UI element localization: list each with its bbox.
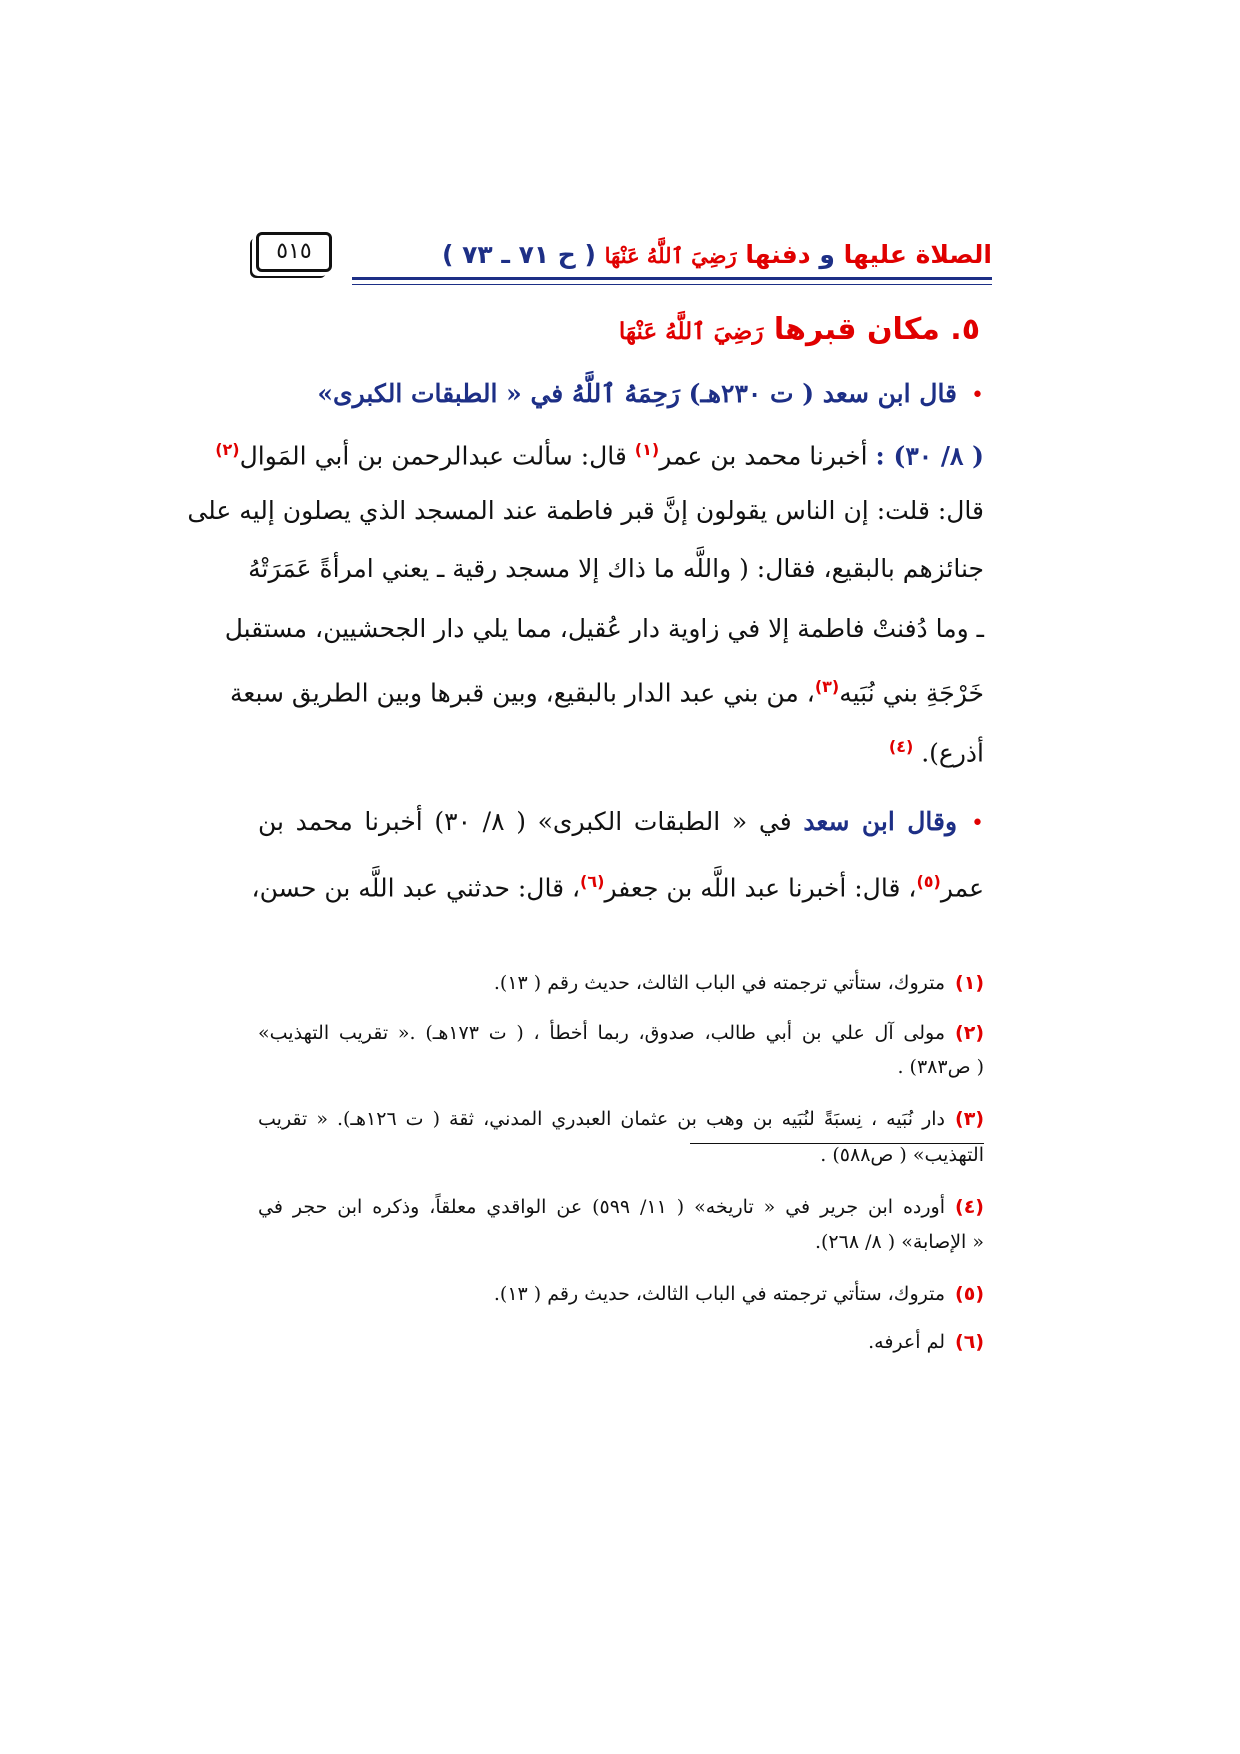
para1-line6-a: خَرْجَةِ بني نُبَيه (839, 678, 984, 708)
para1-line2 (215, 430, 984, 476)
para1-line4: جنائزهم بالبقيع، فقال: ( واللَّه ما ذاك إلا مسجد رقية ـ يعني امرأةً عَمَرَتْهُ (248, 554, 984, 583)
para1-line7-a: أذرع). (913, 738, 984, 768)
footnote-number: (٣) (955, 1108, 984, 1130)
running-head-part2: و (819, 240, 835, 269)
footnote-number: (١) (955, 972, 984, 994)
footnote-text: دار نُبَيه ، نِسبَةً لنُبَيه بن وهب بن عثمان العبدري المدني، ثقة ( ت ١٢٦هـ). « تقريب (258, 1108, 946, 1130)
running-head-honorific: رَضِيَ ٱللَّهُ عَنْهَا (604, 243, 737, 268)
footnote-ref-2[interactable]: (٢) (215, 440, 240, 459)
para2-speaker: وقال ابن سعد (803, 807, 958, 836)
para2-line2-a: عمر (940, 873, 984, 903)
para2-line1-text: في « الطبقات الكبرى» ( ٨/ ٣٠) أخبرنا محمد بن (258, 807, 804, 836)
footnote-text: لم أعرفه. (868, 1331, 946, 1353)
footnote-1 (258, 968, 984, 998)
header-rule-thin (352, 284, 992, 285)
footnote-number: (٢) (955, 1022, 984, 1044)
footnote-ref-4[interactable]: (٤) (888, 737, 914, 756)
footnote-text: مولى آل علي بن أبي طالب، صدوق، ربما أخطأ ، ( ت ١٧٣هـ) .« تقريب التهذيب» (258, 1022, 946, 1044)
footnote-ref-5[interactable]: (٥) (916, 872, 941, 891)
footnote-number: (٥) (955, 1283, 984, 1305)
para1-line2-a: أخبرنا محمد بن عمر (659, 441, 876, 471)
footnote-4 (258, 1192, 984, 1222)
footnote-text: متروك، ستأتي ترجمته في الباب الثالث، حديث رقم ( ١٣). (493, 972, 946, 994)
para1-ref: ( ٨/ ٣٠) : (875, 441, 984, 471)
footnote-number: (٤) (955, 1196, 984, 1218)
footnote-2-cont: ( ص٣٨٣) . (897, 1056, 984, 1078)
para1-line1 (258, 374, 984, 416)
footnote-4-cont: « الإصابة» ( ٨/ ٢٦٨). (814, 1231, 984, 1253)
footnote-5 (258, 1279, 984, 1309)
para2-line2 (251, 862, 984, 908)
footnote-ref-3[interactable]: (٣) (814, 677, 840, 696)
footnote-3 (258, 1104, 984, 1134)
para1-line7 (258, 727, 984, 773)
bullet-icon: • (971, 383, 984, 408)
footnote-2 (258, 1018, 984, 1048)
footnote-number: (٦) (955, 1331, 984, 1353)
footnote-text: أورده ابن جرير في « تاريخه» ( ١١/ ٥٩٩) عن الواقدي معلقاً، وذكره ابن حجر في (258, 1196, 945, 1218)
para2-line2-c: ، قال: حدثني عبد اللَّه بن حسن، (251, 873, 581, 903)
footnote-ref-6[interactable]: (٦) (580, 872, 605, 891)
para1-line6 (229, 667, 984, 713)
header-rule (352, 277, 992, 280)
para1-line3: قال: قلت: إن الناس يقولون إنَّ قبر فاطمة عند المسجد الذي يصلون إليه على (187, 496, 984, 525)
running-head-ref: ( ح ٧١ ـ ٧٣ ) (441, 240, 605, 269)
para2-line1 (258, 802, 984, 844)
running-head (352, 240, 992, 269)
footnote-ref-1[interactable]: (١) (634, 440, 660, 459)
footnote-text: متروك، ستأتي ترجمته في الباب الثالث، حديث رقم ( ١٣). (493, 1283, 946, 1305)
para2-line2-b: ، قال: أخبرنا عبد اللَّه بن جعفر (604, 873, 917, 903)
para1-line6-b: ، من بني عبد الدار بالبقيع، وبين قبرها وبين الطريق سبعة (229, 678, 815, 708)
page-number: ٥١٥ (256, 232, 332, 272)
para1-line2-b: قال: سألت عبدالرحمن بن أبي المَوال (239, 441, 635, 471)
running-head-part1: الصلاة عليها (834, 240, 992, 269)
section-heading (619, 312, 980, 347)
section-heading-honorific: رَضِيَ ٱللَّهُ عَنْهَا (618, 318, 764, 345)
footnote-6 (258, 1327, 984, 1357)
bullet-icon: • (971, 811, 984, 836)
running-head-part3: دفنها (736, 240, 820, 269)
section-heading-text: ٥. مكان قبرها (763, 312, 980, 347)
para1-line5: ـ وما دُفنتْ فاطمة إلا في زاوية دار عُقيل، مما يلي دار الجحشيين، مستقبل (224, 614, 984, 643)
footnote-3-cont: التهذيب» ( ص٥٨٨) . (820, 1144, 984, 1166)
para1-line1-text: قال ابن سعد ( ت ٢٣٠هـ) رَحِمَهُ ٱللَّهُ في « الطبقات الكبرى» (317, 379, 958, 408)
